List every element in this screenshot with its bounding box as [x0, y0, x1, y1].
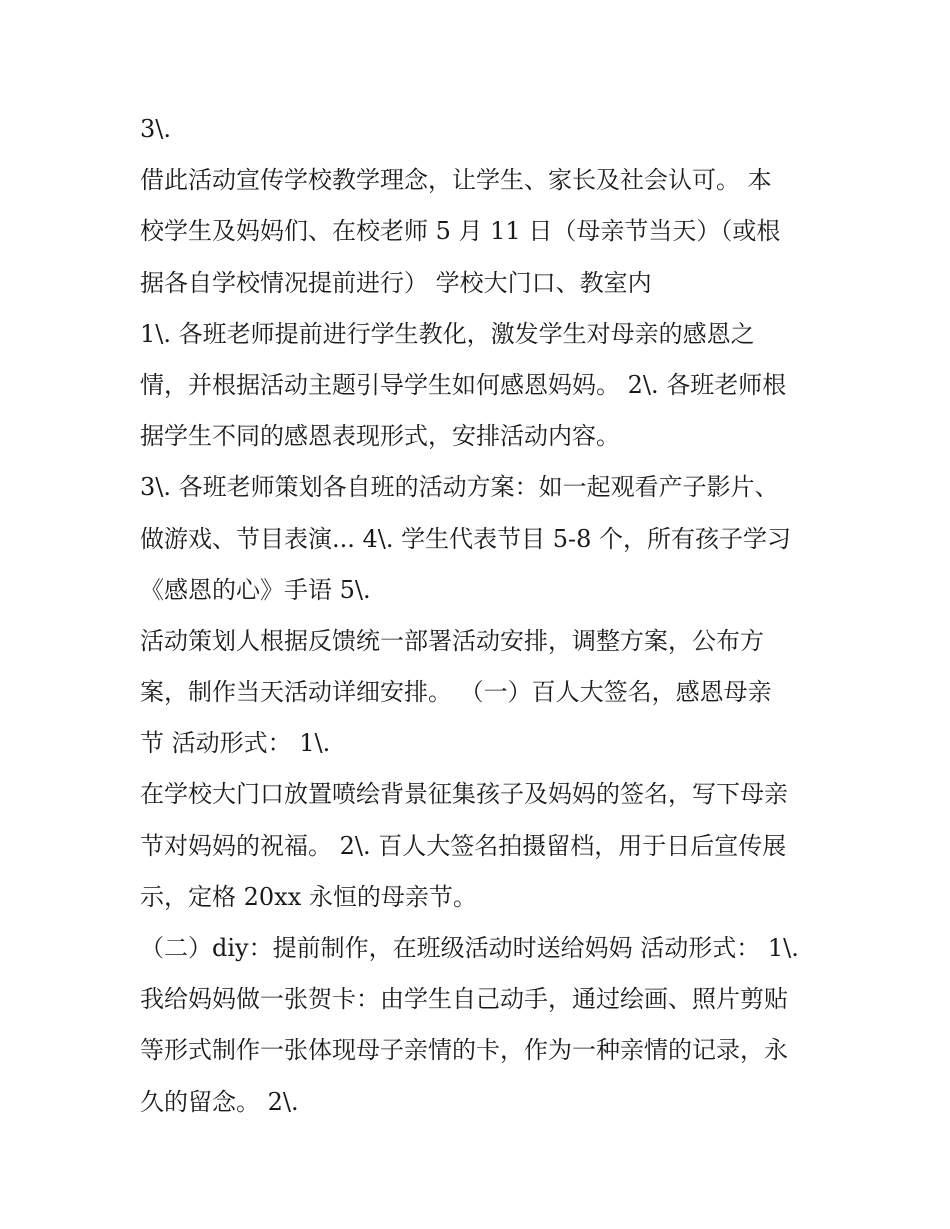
text-line: 示，定格 20xx 永恒的母亲节。 [140, 882, 477, 911]
text-line: 久的留念。 2\. [140, 1087, 299, 1116]
text-line: 1\. 各班老师提前进行学生教化，激发学生对母亲的感恩之 [140, 319, 755, 348]
text-line: 借此活动宣传学校教学理念，让学生、家长及社会认可。 本 [140, 166, 772, 195]
text-line: 做游戏、节目表演... 4\. 学生代表节目 5-8 个，所有孩子学习 [140, 524, 792, 553]
text-line: 节 活动形式： 1\. [140, 729, 331, 758]
document-body [140, 104, 830, 1128]
text-line: 案，制作当天活动详细安排。 （一）百人大签名，感恩母亲 [140, 678, 772, 707]
text-line: 等形式制作一张体现母子亲情的卡，作为一种亲情的记录，永 [140, 1036, 788, 1065]
text-line: 3\. 各班老师策划各自班的活动方案：如一起观看产子影片、 [140, 473, 779, 502]
text-line: 活动策划人根据反馈统一部署活动安排，调整方案，公布方 [140, 626, 764, 655]
text-line: 节对妈妈的祝福。 2\. 百人大签名拍摄留档，用于日后宣传展 [140, 831, 787, 860]
text-line: 据学生不同的感恩表现形式，安排活动内容。 [140, 422, 620, 451]
text-line: 校学生及妈妈们、在校老师 5 月 11 日（母亲节当天）（或根 [140, 217, 781, 246]
text-line: 情，并根据活动主题引导学生如何感恩妈妈。 2\. 各班老师根 [140, 370, 787, 399]
text-line: 3\. [140, 115, 171, 143]
text-line: （二）diy：提前制作，在班级活动时送给妈妈 活动形式： 1\. [140, 934, 799, 962]
text-line: 在学校大门口放置喷绘背景征集孩子及妈妈的签名，写下母亲 [140, 780, 788, 809]
text-line: 据各自学校情况提前进行） 学校大门口、教室内 [140, 268, 652, 297]
text-line: 《感恩的心》手语 5\. [140, 575, 371, 604]
text-line: 我给妈妈做一张贺卡：由学生自己动手，通过绘画、照片剪贴 [140, 985, 788, 1014]
